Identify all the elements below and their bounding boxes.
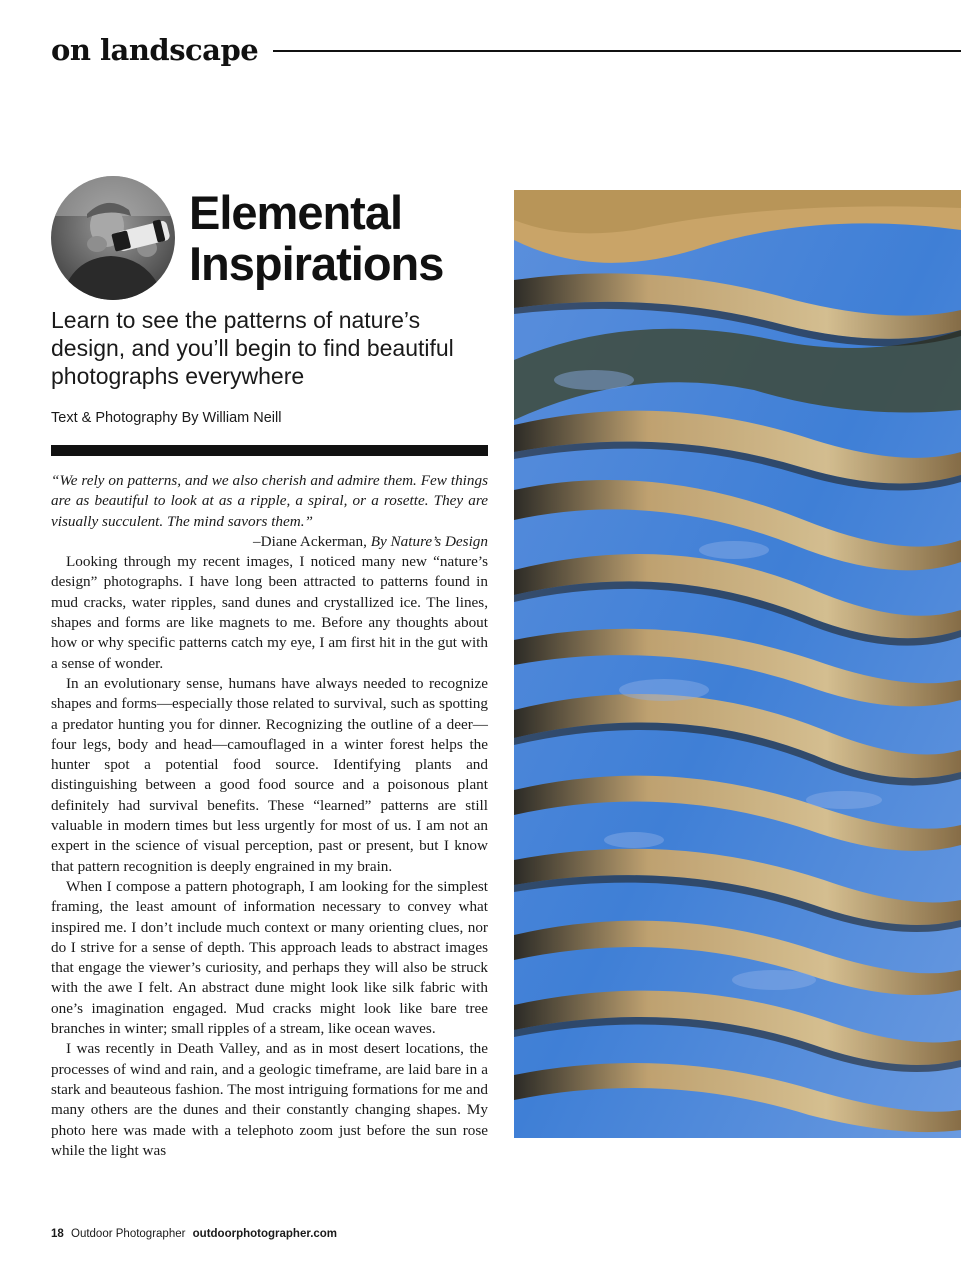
body-paragraph: I was recently in Death Valley, and as in most desert locations, the processes of wind and rain, and a geologic timeframe, are laid bare in a stark and beauteous fashion. The most intriguing formations for me and many others are the dunes and their constantly changing shapes. My photo here was made with a telephoto zoom just before the sun rose while the light was <box>51 1040 488 1159</box>
article-body <box>51 471 488 1161</box>
author-portrait-image <box>51 176 175 300</box>
section-title: on landscape <box>51 33 259 67</box>
body-paragraph: In an evolutionary sense, humans have always needed to recognize shapes and forms—especially those related to survival, such as spotting a predator hunting you for dinner. Recognizing the outline of a deer—four legs, body and head—camouflaged in a winter forest helps the hunter spot a potential food source. Identifying plants and distinguishing between a good food source and a poisonous plant definitely had survival benefits. These “learned” patterns are still valuable in modern times but less urgently for most of us. I am not an expert in the science of visual perception, past or present, but I know that pattern recognition is deeply engrained in my brain. <box>51 674 488 875</box>
section-rule <box>273 50 961 52</box>
body-paragraph: Looking through my recent images, I noticed many new “nature’s design” photographs. I have long been attracted to patterns found in mud cracks, water ripples, sand dunes and crystallized ice. The lines, shapes and forms are like magnets to me. Before any thoughts about how or why specific patterns catch my eye, I am first hit in the gut with a sense of wonder. <box>51 553 488 672</box>
headline-line-1: Elemental <box>189 186 403 239</box>
epigraph-attribution <box>51 532 488 552</box>
author-avatar <box>51 176 175 300</box>
epigraph-quote: “We rely on patterns, and we also cherish and admire them. Few things are as beautiful to look at as a ripple, a spiral, or a rosette. They are visually succulent. The mind savors them.” <box>51 472 488 530</box>
divider-bar <box>51 445 488 456</box>
byline: Text & Photography By William Neill <box>51 410 282 426</box>
quote-author: –Diane Ackerman, <box>253 532 371 550</box>
article-deck: Learn to see the patterns of nature’s design, and you’ll begin to find beautiful photographs everywhere <box>51 307 454 389</box>
magazine-name: Outdoor Photographer <box>71 1228 186 1240</box>
ripple-photo-image <box>514 190 961 1138</box>
article-headline <box>189 187 489 289</box>
section-header <box>51 28 961 72</box>
body-paragraph: When I compose a pattern photograph, I am looking for the simplest framing, the least amount of information necessary to convey what inspired me. I don’t include much context or many orienting clues, nor do I strive for a sense of depth. This approach leads to abstract images that engage the viewer’s curiosity, and perhaps they will also be struck with the awe I felt. An abstract dune might look like silk fabric with one’s imagination engaged. Mud cracks might look like bare tree branches in winter; small ripples of a stream, like ocean waves. <box>51 877 488 1038</box>
headline-line-2: Inspirations <box>189 237 444 290</box>
quote-source: By Nature’s Design <box>370 532 488 550</box>
page-footer <box>51 1228 337 1240</box>
page-number: 18 <box>51 1228 64 1240</box>
website-url: outdoorphotographer.com <box>192 1228 338 1240</box>
ripple-photograph <box>514 190 961 1138</box>
